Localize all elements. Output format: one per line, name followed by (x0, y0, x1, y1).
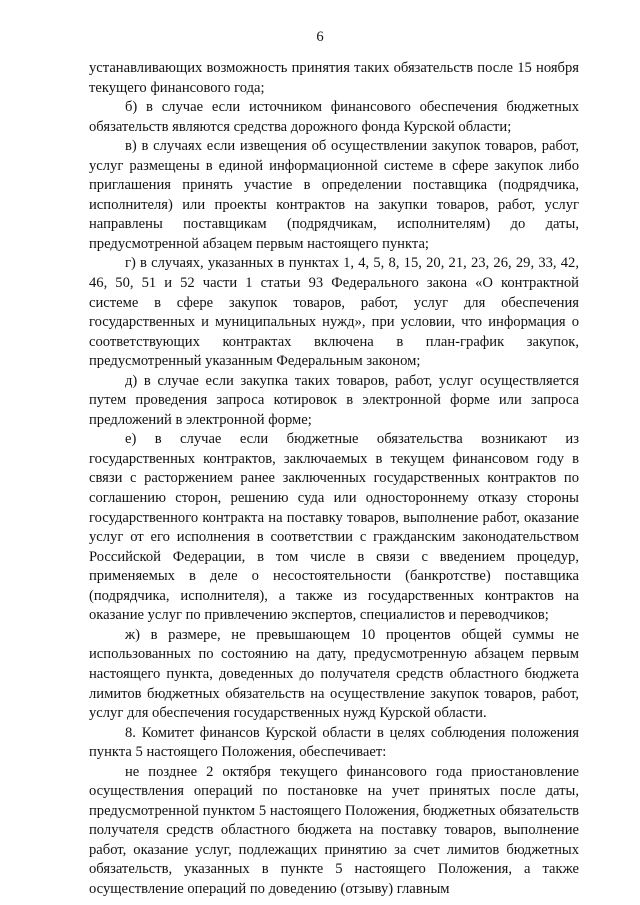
paragraph: 8. Комитет финансов Курской области в целях соблюдения положения пункта 5 настоящего Положения, обеспечивает: (89, 724, 579, 761)
paragraph: ж) в размере, не превышающем 10 процентов общей суммы не использованных по состоянию на дату, предусмотренную абзацем первым настоящего пункта, доведенных до получателя средств областного бюджета лимитов бюджетных обязательств на осуществление закупок товаров, работ, услуг для обеспечения государственных нужд Курской области. (89, 626, 579, 722)
paragraph: не позднее 2 октября текущего финансового года приостановление осуществления операций по постановке на учет принятых после даты, предусмотренной пунктом 5 настоящего Положения, бюджетных обязательств получателя средств областного бюджета на поставку товаров, выполнение работ, оказание услуг, подлежащих принятию за счет лимитов бюджетных обязательств, указанных в пункте 5 настоящего Положения, а также осуществление операций по доведению (отзыву) главным (89, 763, 579, 897)
page-number: 6 (316, 29, 324, 45)
document-body (89, 59, 579, 900)
paragraph: г) в случаях, указанных в пунктах 1, 4, 5, 8, 15, 20, 21, 23, 26, 29, 33, 42, 46, 50, 51 и 52 части 1 статьи 93 Федерального закона «О контрактной системе в сфере закупок товаров, работ, услуг для обеспечения государственных и муниципальных нужд», при условии, что информация о соответствующих контрактах включена в план-график закупок, предусмотренный указанным Федеральным законом; (89, 255, 579, 370)
paragraph: в) в случаях если извещения об осуществлении закупок товаров, работ, услуг размещены в единой информационной системе в сфере закупок либо приглашения принять участие в определении поставщика (подрядчика, исполнителя) или проекты контрактов на закупки товаров, работ, услуг направлены поставщикам (подрядчикам, исполнителям) до даты, предусмотренной абзацем первым настоящего пункта; (89, 138, 579, 252)
paragraph: б) в случае если источником финансового обеспечения бюджетных обязательств являются средства дорожного фонда Курской области; (89, 99, 579, 135)
paragraph: д) в случае если закупка таких товаров, работ, услуг осуществляется путем проведения запроса котировок в электронной форме или запроса предложений в электронной форме; (89, 372, 579, 428)
paragraph: е) в случае если бюджетные обязательства возникают из государственных контрактов, заключаемых в текущем финансовом году в связи с расторжением ранее заключенных государственных контрактов по соглашению сторон, решению суда или одностороннему отказу стороны государственного контракта на поставку товаров, выполнение работ, оказание услуг от его исполнения в соответствии с гражданским законодательством Российской Федерации, в том числе в связи с введением процедур, применяемых в деле о несостоятельности (банкротстве) поставщика (подрядчика, исполнителя), а также из государственных контрактов на оказание услуг по привлечению экспертов, специалистов и переводчиков; (89, 431, 579, 624)
paragraph: устанавливающих возможность принятия таких обязательств после 15 ноября текущего финансового года; (89, 60, 579, 96)
